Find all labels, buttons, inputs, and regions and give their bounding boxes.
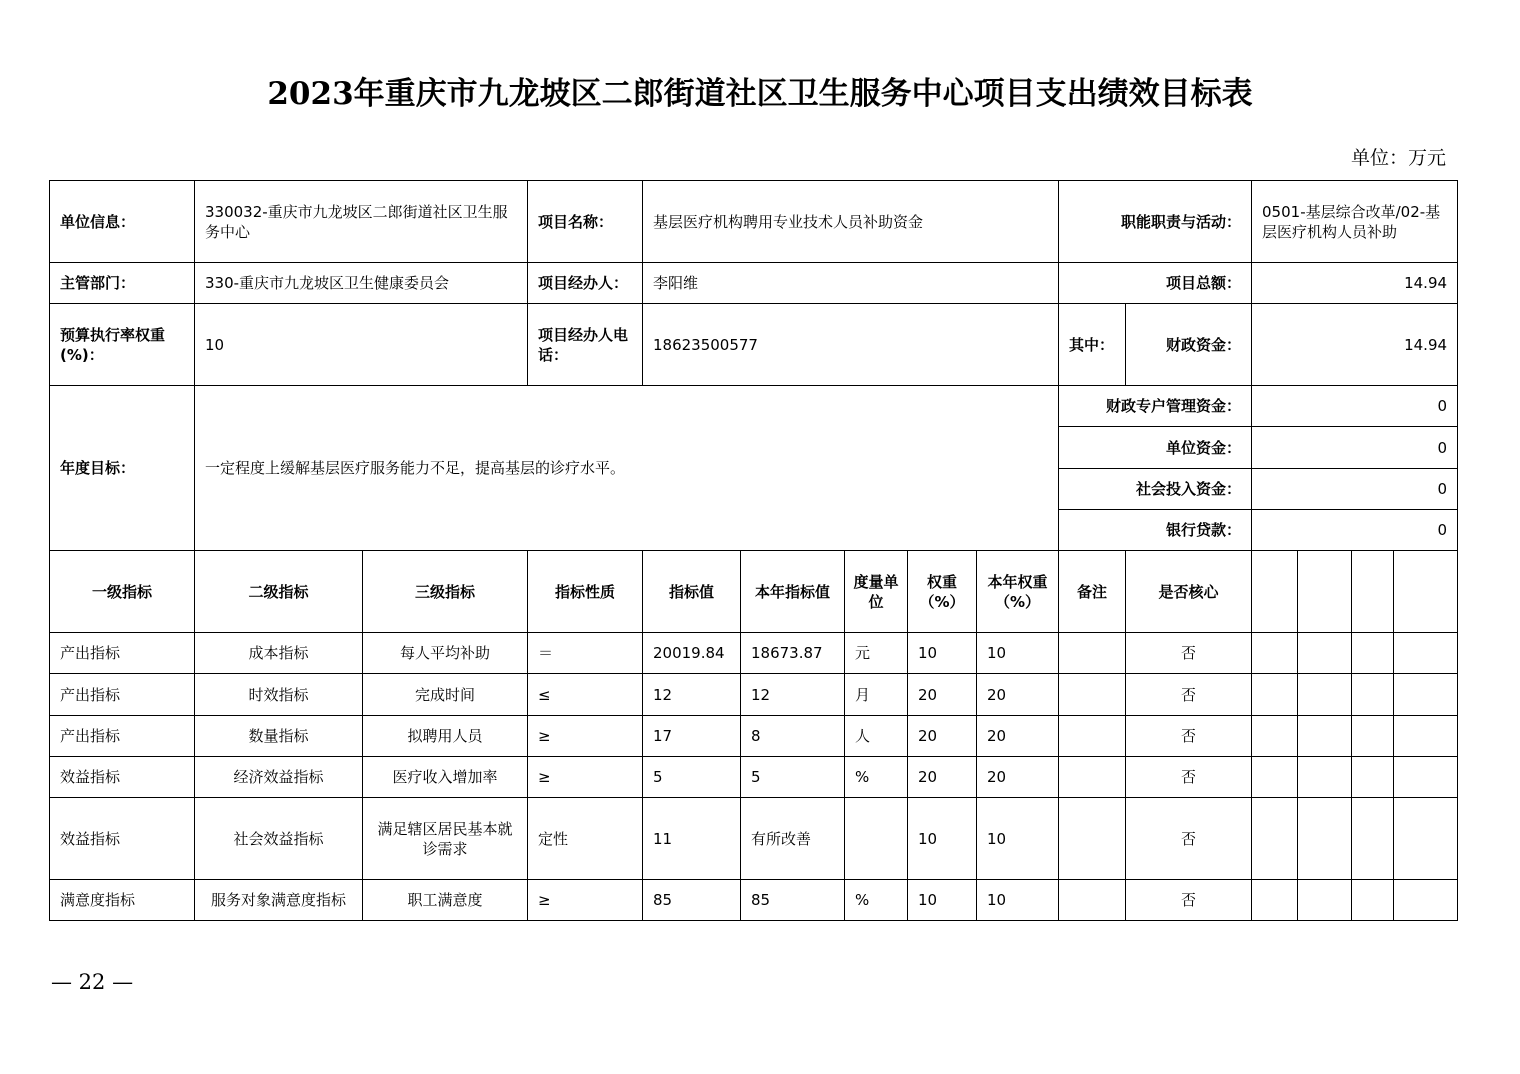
row-value: 20019.84 <box>643 633 741 674</box>
row-level1: 满意度指标 <box>50 880 195 921</box>
row-nature: ≥ <box>528 716 643 757</box>
row-unit: % <box>845 880 908 921</box>
row-value: 5 <box>643 757 741 798</box>
empty-cell <box>1298 757 1352 798</box>
handler-label: 项目经办人： <box>528 263 643 304</box>
function-value: 0501-基层综合改革/02-基层医疗机构人员补助 <box>1252 181 1458 263</box>
empty-cell <box>1352 798 1394 880</box>
total-value: 14.94 <box>1252 263 1458 304</box>
info-row-goal <box>50 386 1458 427</box>
header-level1: 一级指标 <box>50 551 195 633</box>
row-level1: 产出指标 <box>50 633 195 674</box>
row-year-value: 5 <box>741 757 845 798</box>
row-level2: 社会效益指标 <box>195 798 363 880</box>
empty-cell <box>1394 757 1458 798</box>
among-label: 其中： <box>1059 304 1126 386</box>
header-level2: 二级指标 <box>195 551 363 633</box>
row-level2: 服务对象满意度指标 <box>195 880 363 921</box>
row-level2: 数量指标 <box>195 716 363 757</box>
table-row <box>50 633 1458 674</box>
empty-cell <box>1252 716 1298 757</box>
row-core: 否 <box>1126 633 1252 674</box>
header-level3: 三级指标 <box>363 551 528 633</box>
row-core: 否 <box>1126 880 1252 921</box>
performance-table <box>49 180 1458 921</box>
empty-cell <box>1352 551 1394 633</box>
empty-cell <box>1252 757 1298 798</box>
empty-cell <box>1394 880 1458 921</box>
empty-cell <box>1298 716 1352 757</box>
row-level3: 完成时间 <box>363 674 528 716</box>
row-remark <box>1059 674 1126 716</box>
table-row <box>50 674 1458 716</box>
row-level3: 职工满意度 <box>363 880 528 921</box>
row-level2: 成本指标 <box>195 633 363 674</box>
row-year-weight: 10 <box>977 633 1059 674</box>
page-number: — 22 — <box>51 970 134 994</box>
row-level1: 效益指标 <box>50 798 195 880</box>
weight-value: 10 <box>195 304 528 386</box>
row-level2: 时效指标 <box>195 674 363 716</box>
row-core: 否 <box>1126 674 1252 716</box>
row-year-value: 85 <box>741 880 845 921</box>
row-remark <box>1059 633 1126 674</box>
row-year-value: 8 <box>741 716 845 757</box>
header-remark: 备注 <box>1059 551 1126 633</box>
row-year-value: 有所改善 <box>741 798 845 880</box>
own-fund-label: 单位资金： <box>1059 427 1252 469</box>
empty-cell <box>1298 798 1352 880</box>
row-unit <box>845 798 908 880</box>
row-weight: 20 <box>908 674 977 716</box>
social-fund-value: 0 <box>1252 469 1458 510</box>
bank-loan-label: 银行贷款： <box>1059 510 1252 551</box>
row-weight: 20 <box>908 757 977 798</box>
empty-cell <box>1298 880 1352 921</box>
empty-cell <box>1352 716 1394 757</box>
row-remark <box>1059 757 1126 798</box>
row-nature: ＝ <box>528 633 643 674</box>
dept-label: 主管部门： <box>50 263 195 304</box>
info-row-weight <box>50 304 1458 386</box>
table-row <box>50 716 1458 757</box>
empty-cell <box>1252 674 1298 716</box>
row-value: 11 <box>643 798 741 880</box>
empty-cell <box>1298 551 1352 633</box>
social-fund-label: 社会投入资金： <box>1059 469 1252 510</box>
empty-cell <box>1394 551 1458 633</box>
empty-cell <box>1252 633 1298 674</box>
row-core: 否 <box>1126 798 1252 880</box>
special-fund-label: 财政专户管理资金： <box>1059 386 1252 427</box>
info-row-dept <box>50 263 1458 304</box>
phone-value: 18623500577 <box>643 304 1059 386</box>
header-nature: 指标性质 <box>528 551 643 633</box>
row-value: 85 <box>643 880 741 921</box>
row-nature: ≤ <box>528 674 643 716</box>
row-year-value: 12 <box>741 674 845 716</box>
header-year-value: 本年指标值 <box>741 551 845 633</box>
bank-loan-value: 0 <box>1252 510 1458 551</box>
weight-label: 预算执行率权重(%)： <box>50 304 195 386</box>
row-weight: 10 <box>908 633 977 674</box>
project-name-value: 基层医疗机构聘用专业技术人员补助资金 <box>643 181 1059 263</box>
fiscal-value: 14.94 <box>1252 304 1458 386</box>
annual-goal-value: 一定程度上缓解基层医疗服务能力不足，提高基层的诊疗水平。 <box>195 386 1059 551</box>
row-value: 12 <box>643 674 741 716</box>
row-remark <box>1059 716 1126 757</box>
row-core: 否 <box>1126 757 1252 798</box>
info-row-unit <box>50 181 1458 263</box>
table-row <box>50 757 1458 798</box>
row-level1: 产出指标 <box>50 716 195 757</box>
phone-label: 项目经办人电话： <box>528 304 643 386</box>
row-level3: 满足辖区居民基本就诊需求 <box>363 798 528 880</box>
empty-cell <box>1252 551 1298 633</box>
header-core: 是否核心 <box>1126 551 1252 633</box>
row-weight: 10 <box>908 880 977 921</box>
row-level2: 经济效益指标 <box>195 757 363 798</box>
empty-cell <box>1298 674 1352 716</box>
row-level1: 产出指标 <box>50 674 195 716</box>
fiscal-label: 财政资金： <box>1126 304 1252 386</box>
empty-cell <box>1252 798 1298 880</box>
row-level3: 拟聘用人员 <box>363 716 528 757</box>
project-name-label: 项目名称： <box>528 181 643 263</box>
row-year-value: 18673.87 <box>741 633 845 674</box>
header-value: 指标值 <box>643 551 741 633</box>
row-unit: % <box>845 757 908 798</box>
row-value: 17 <box>643 716 741 757</box>
annual-goal-label: 年度目标： <box>50 386 195 551</box>
row-year-weight: 10 <box>977 880 1059 921</box>
indicator-header-row <box>50 551 1458 633</box>
function-label: 职能职责与活动： <box>1059 181 1252 263</box>
row-weight: 20 <box>908 716 977 757</box>
dept-value: 330-重庆市九龙坡区卫生健康委员会 <box>195 263 528 304</box>
empty-cell <box>1352 633 1394 674</box>
table-row <box>50 880 1458 921</box>
row-level3: 医疗收入增加率 <box>363 757 528 798</box>
empty-cell <box>1394 633 1458 674</box>
row-year-weight: 10 <box>977 798 1059 880</box>
row-nature: 定性 <box>528 798 643 880</box>
currency-unit: 单位：万元 <box>1350 147 1446 169</box>
page-title: 2023年重庆市九龙坡区二郎街道社区卫生服务中心项目支出绩效目标表 <box>267 76 1253 112</box>
empty-cell <box>1352 880 1394 921</box>
empty-cell <box>1298 633 1352 674</box>
empty-cell <box>1352 757 1394 798</box>
handler-value: 李阳维 <box>643 263 1059 304</box>
row-nature: ≥ <box>528 757 643 798</box>
unit-label: 单位信息： <box>50 181 195 263</box>
row-level1: 效益指标 <box>50 757 195 798</box>
empty-cell <box>1252 880 1298 921</box>
row-year-weight: 20 <box>977 716 1059 757</box>
row-remark <box>1059 880 1126 921</box>
row-core: 否 <box>1126 716 1252 757</box>
table-row <box>50 798 1458 880</box>
own-fund-value: 0 <box>1252 427 1458 469</box>
header-weight: 权重（%） <box>908 551 977 633</box>
header-unit: 度量单位 <box>845 551 908 633</box>
total-label: 项目总额： <box>1059 263 1252 304</box>
unit-value: 330032-重庆市九龙坡区二郎街道社区卫生服务中心 <box>195 181 528 263</box>
empty-cell <box>1394 716 1458 757</box>
row-unit: 元 <box>845 633 908 674</box>
empty-cell <box>1394 674 1458 716</box>
empty-cell <box>1352 674 1394 716</box>
row-unit: 人 <box>845 716 908 757</box>
row-remark <box>1059 798 1126 880</box>
header-year-weight: 本年权重（%） <box>977 551 1059 633</box>
row-unit: 月 <box>845 674 908 716</box>
special-fund-value: 0 <box>1252 386 1458 427</box>
row-level3: 每人平均补助 <box>363 633 528 674</box>
row-nature: ≥ <box>528 880 643 921</box>
row-year-weight: 20 <box>977 674 1059 716</box>
row-year-weight: 20 <box>977 757 1059 798</box>
row-weight: 10 <box>908 798 977 880</box>
empty-cell <box>1394 798 1458 880</box>
